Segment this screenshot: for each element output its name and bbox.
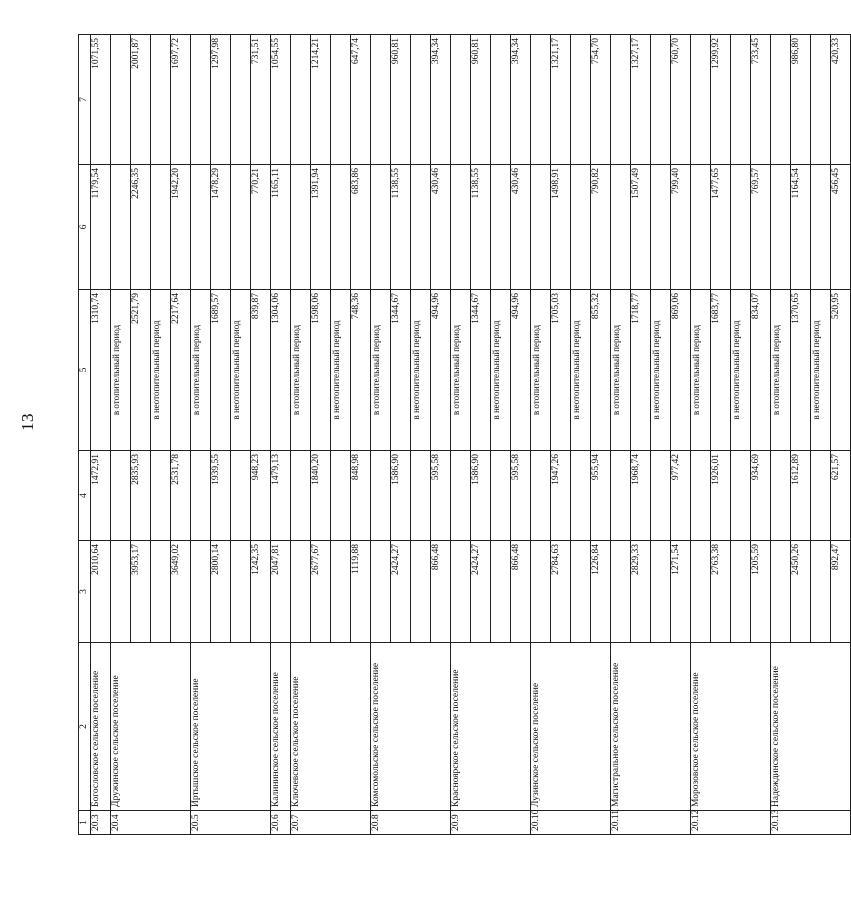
empty-cell [191,451,211,541]
empty-cell [111,165,131,290]
value-cell: 848,98 [351,451,371,541]
value-cell: 621,57 [831,451,851,541]
empty-cell [331,165,351,290]
header-cell: 1 [79,811,91,835]
value-cell: 1498,91 [551,165,571,290]
header-cell: 6 [79,165,91,290]
header-cell: 5 [79,290,91,451]
empty-cell [231,541,251,643]
empty-cell [571,165,591,290]
period-label-cell: в отопительный период [191,290,211,451]
page-number: 13 [18,413,37,431]
row-number-cell: 20.11 [611,811,691,835]
value-cell: 2521,79 [131,290,151,451]
empty-cell [411,165,431,290]
value-cell: 1165,11 [271,165,291,290]
value-cell: 1586,90 [471,451,491,541]
empty-cell [531,451,551,541]
settlement-name-cell: Лузинское сельское поселение [531,643,611,811]
value-cell: 2677,67 [311,541,331,643]
settlement-name-cell: Иртышское сельское поселение [191,643,271,811]
value-cell: 1586,90 [391,451,411,541]
empty-cell [451,165,471,290]
value-cell: 2835,93 [131,451,151,541]
settlement-name-cell: Магистральное сельское поселение [611,643,691,811]
empty-cell [191,541,211,643]
settlement-name-cell: Дружинское сельское поселение [111,643,191,811]
empty-cell [651,541,671,643]
empty-cell [571,451,591,541]
table-row [291,35,311,835]
value-cell: 960,81 [391,35,411,165]
value-cell: 2424,27 [391,541,411,643]
value-cell: 683,86 [351,165,371,290]
empty-cell [331,35,351,165]
value-cell: 1391,94 [311,165,331,290]
value-cell: 1271,54 [671,541,691,643]
value-cell: 2246,35 [131,165,151,290]
empty-cell [291,541,311,643]
empty-cell [491,541,511,643]
value-cell: 986,80 [791,35,811,165]
value-cell: 1705,03 [551,290,571,451]
period-label-cell: в неотопительный период [331,290,351,451]
value-cell: 1697,72 [171,35,191,165]
empty-cell [651,35,671,165]
value-cell: 520,95 [831,290,851,451]
value-cell: 790,82 [591,165,611,290]
period-label-cell: в неотопительный период [731,290,751,451]
value-cell: 1344,67 [471,290,491,451]
empty-cell [371,165,391,290]
period-label-cell: в отопительный период [291,290,311,451]
empty-cell [191,35,211,165]
empty-cell [571,541,591,643]
settlement-name-cell: Красноярское сельское поселение [451,643,531,811]
value-cell: 1939,55 [211,451,231,541]
empty-cell [151,541,171,643]
value-cell: 892,47 [831,541,851,643]
value-cell: 3649,02 [171,541,191,643]
empty-cell [611,451,631,541]
value-cell: 1164,54 [791,165,811,290]
empty-cell [691,165,711,290]
empty-cell [371,451,391,541]
value-cell: 494,96 [511,290,531,451]
empty-cell [731,451,751,541]
value-cell: 1477,65 [711,165,731,290]
table-row [771,35,791,835]
period-label-cell: в неотопительный период [231,290,251,451]
value-cell: 1479,13 [271,451,291,541]
empty-cell [771,165,791,290]
value-cell: 733,45 [751,35,771,165]
row-number-cell: 20.3 [91,811,111,835]
period-label-cell: в отопительный период [371,290,391,451]
empty-cell [611,165,631,290]
empty-cell [331,451,351,541]
value-cell: 1718,77 [631,290,651,451]
empty-cell [231,451,251,541]
table-header-row [79,35,91,835]
value-cell: 2450,26 [791,541,811,643]
empty-cell [611,541,631,643]
settlement-name-cell: Богословское сельское поселение [91,643,111,811]
row-number-cell: 20.6 [271,811,291,835]
value-cell: 2424,27 [471,541,491,643]
empty-cell [571,35,591,165]
value-cell: 2784,63 [551,541,571,643]
period-label-cell: в неотопительный период [811,290,831,451]
value-cell: 760,70 [671,35,691,165]
table-row [531,35,551,835]
value-cell: 1242,35 [251,541,271,643]
empty-cell [411,541,431,643]
value-cell: 1179,54 [91,165,111,290]
row-number-cell: 20.4 [111,811,191,835]
settlement-name-cell: Надеждинское сельское поселение [771,643,851,811]
empty-cell [111,541,131,643]
empty-cell [231,165,251,290]
value-cell: 1299,92 [711,35,731,165]
value-cell: 430,46 [511,165,531,290]
value-cell: 394,34 [431,35,451,165]
value-cell: 934,69 [751,451,771,541]
empty-cell [411,451,431,541]
value-cell: 799,40 [671,165,691,290]
value-cell: 1327,17 [631,35,651,165]
empty-cell [451,451,471,541]
period-label-cell: в отопительный период [691,290,711,451]
value-cell: 2217,64 [171,290,191,451]
empty-cell [771,541,791,643]
value-cell: 1304,06 [271,290,291,451]
table-row [371,35,391,835]
header-cell: 2 [79,643,91,811]
empty-cell [651,451,671,541]
settlement-name-cell: Ключевское сельское поселение [291,643,371,811]
value-cell: 1226,84 [591,541,611,643]
row-number-cell: 20.9 [451,811,531,835]
empty-cell [611,35,631,165]
value-cell: 494,96 [431,290,451,451]
empty-cell [811,451,831,541]
header-cell: 3 [79,541,91,643]
empty-cell [531,35,551,165]
empty-cell [291,165,311,290]
value-cell: 1683,77 [711,290,731,451]
empty-cell [491,35,511,165]
value-cell: 1138,55 [391,165,411,290]
value-cell: 1138,55 [471,165,491,290]
period-label-cell: в отопительный период [531,290,551,451]
value-cell: 1370,65 [791,290,811,451]
value-cell: 1071,55 [91,35,111,165]
value-cell: 1214,21 [311,35,331,165]
value-cell: 869,06 [671,290,691,451]
value-cell: 748,36 [351,290,371,451]
value-cell: 855,32 [591,290,611,451]
value-cell: 1472,91 [91,451,111,541]
value-cell: 1612,89 [791,451,811,541]
row-number-cell: 20.7 [291,811,371,835]
table-row [691,35,711,835]
period-label-cell: в отопительный период [611,290,631,451]
value-cell: 1926,01 [711,451,731,541]
settlement-name-cell: Калининское сельское поселение [271,643,291,811]
value-cell: 595,58 [511,451,531,541]
empty-cell [331,541,351,643]
empty-cell [151,165,171,290]
tariff-table [78,34,851,835]
value-cell: 1054,55 [271,35,291,165]
empty-cell [691,451,711,541]
value-cell: 2829,33 [631,541,651,643]
value-cell: 769,57 [751,165,771,290]
value-cell: 394,34 [511,35,531,165]
empty-cell [371,541,391,643]
empty-cell [451,541,471,643]
value-cell: 960,81 [471,35,491,165]
value-cell: 2763,38 [711,541,731,643]
value-cell: 1947,26 [551,451,571,541]
header-cell: 4 [79,451,91,541]
row-number-cell: 20.10 [531,811,611,835]
empty-cell [411,35,431,165]
value-cell: 1310,74 [91,290,111,451]
value-cell: 1598,06 [311,290,331,451]
table-row [191,35,211,835]
tariff-table-rotated [78,35,841,835]
value-cell: 2047,81 [271,541,291,643]
value-cell: 1507,49 [631,165,651,290]
value-cell: 1297,98 [211,35,231,165]
row-number-cell: 20.8 [371,811,451,835]
table-body [91,35,851,835]
empty-cell [111,451,131,541]
empty-cell [651,165,671,290]
empty-cell [811,35,831,165]
empty-cell [531,165,551,290]
value-cell: 420,33 [831,35,851,165]
table-row [271,35,291,835]
table-row [91,35,111,835]
value-cell: 1478,29 [211,165,231,290]
value-cell: 430,46 [431,165,451,290]
empty-cell [291,35,311,165]
value-cell: 1344,67 [391,290,411,451]
empty-cell [531,541,551,643]
value-cell: 647,74 [351,35,371,165]
value-cell: 1942,20 [171,165,191,290]
settlement-name-cell: Комсомольское сельское поселение [371,643,451,811]
row-number-cell: 20.12 [691,811,771,835]
header-cell: 7 [79,35,91,165]
settlement-name-cell: Морозовское сельское поселение [691,643,771,811]
empty-cell [811,541,831,643]
table-row [451,35,471,835]
period-label-cell: в неотопительный период [411,290,431,451]
value-cell: 866,48 [511,541,531,643]
period-label-cell: в неотопительный период [571,290,591,451]
value-cell: 3953,17 [131,541,151,643]
value-cell: 1840,20 [311,451,331,541]
value-cell: 595,58 [431,451,451,541]
period-label-cell: в неотопительный период [151,290,171,451]
empty-cell [771,35,791,165]
value-cell: 770,21 [251,165,271,290]
table-row [111,35,131,835]
period-label-cell: в неотопительный период [491,290,511,451]
empty-cell [451,35,471,165]
value-cell: 2001,87 [131,35,151,165]
value-cell: 839,87 [251,290,271,451]
value-cell: 834,07 [751,290,771,451]
value-cell: 866,48 [431,541,451,643]
period-label-cell: в неотопительный период [651,290,671,451]
value-cell: 731,51 [251,35,271,165]
value-cell: 1119,88 [351,541,371,643]
empty-cell [691,35,711,165]
row-number-cell: 20.5 [191,811,271,835]
period-label-cell: в отопительный период [771,290,791,451]
value-cell: 2531,78 [171,451,191,541]
empty-cell [731,35,751,165]
empty-cell [731,165,751,290]
value-cell: 1968,74 [631,451,651,541]
empty-cell [811,165,831,290]
period-label-cell: в отопительный период [111,290,131,451]
value-cell: 948,23 [251,451,271,541]
value-cell: 754,70 [591,35,611,165]
value-cell: 456,45 [831,165,851,290]
period-label-cell: в отопительный период [451,290,471,451]
table-row [611,35,631,835]
value-cell: 1205,59 [751,541,771,643]
value-cell: 977,42 [671,451,691,541]
empty-cell [151,35,171,165]
value-cell: 1321,17 [551,35,571,165]
value-cell: 1689,57 [211,290,231,451]
value-cell: 955,94 [591,451,611,541]
empty-cell [491,165,511,290]
empty-cell [491,451,511,541]
value-cell: 2010,64 [91,541,111,643]
empty-cell [771,451,791,541]
empty-cell [231,35,251,165]
empty-cell [111,35,131,165]
empty-cell [731,541,751,643]
empty-cell [191,165,211,290]
empty-cell [291,451,311,541]
value-cell: 2800,14 [211,541,231,643]
empty-cell [151,451,171,541]
empty-cell [691,541,711,643]
empty-cell [371,35,391,165]
row-number-cell: 20.13 [771,811,851,835]
